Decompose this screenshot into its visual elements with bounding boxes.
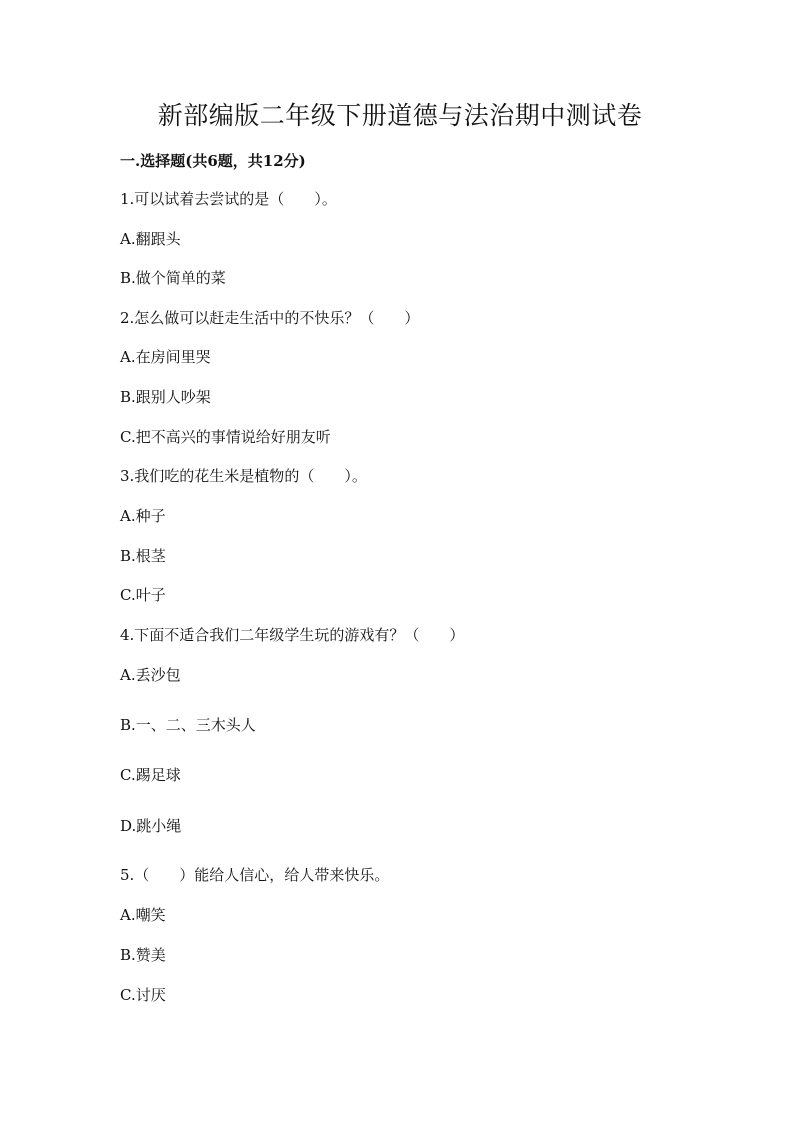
question-5-option-c: C.讨厌 [120,986,166,1004]
question-4-stem: 4.下面不适合我们二年级学生玩的游戏有？（ ） [120,626,465,644]
question-4-option-a: A.丢沙包 [120,666,181,684]
question-3-option-a: A.种子 [120,507,166,525]
question-4-option-d: D.跳小绳 [120,817,182,835]
question-2-stem: 2.怎么做可以赶走生活中的不快乐？（ ） [120,309,420,327]
question-2-option-a: A.在房间里哭 [120,348,211,366]
question-2-option-c: C.把不高兴的事情说给好朋友听 [120,428,331,446]
page-title: 新部编版二年级下册道德与法治期中测试卷 [157,101,643,130]
question-1-stem: 1.可以试着去尝试的是（ ）。 [120,190,337,208]
question-2-option-b: B.跟别人吵架 [120,388,211,406]
question-3-option-b: B.根茎 [120,547,166,565]
question-3-stem: 3.我们吃的花生米是植物的（ ）。 [120,467,367,485]
question-1-option-a: A.翻跟头 [120,230,181,248]
section-heading: 一.选择题(共6题，共12分) [120,152,306,170]
question-4-option-c: C.踢足球 [120,766,181,784]
question-4-option-b: B.一、二、三木头人 [120,716,256,734]
question-5-option-b: B.赞美 [120,946,166,964]
question-1-option-b: B.做个简单的菜 [120,269,226,287]
question-5-option-a: A.嘲笑 [120,906,166,924]
question-5-stem: 5.（ ）能给人信心，给人带来快乐。 [120,866,390,884]
question-3-option-c: C.叶子 [120,586,166,604]
